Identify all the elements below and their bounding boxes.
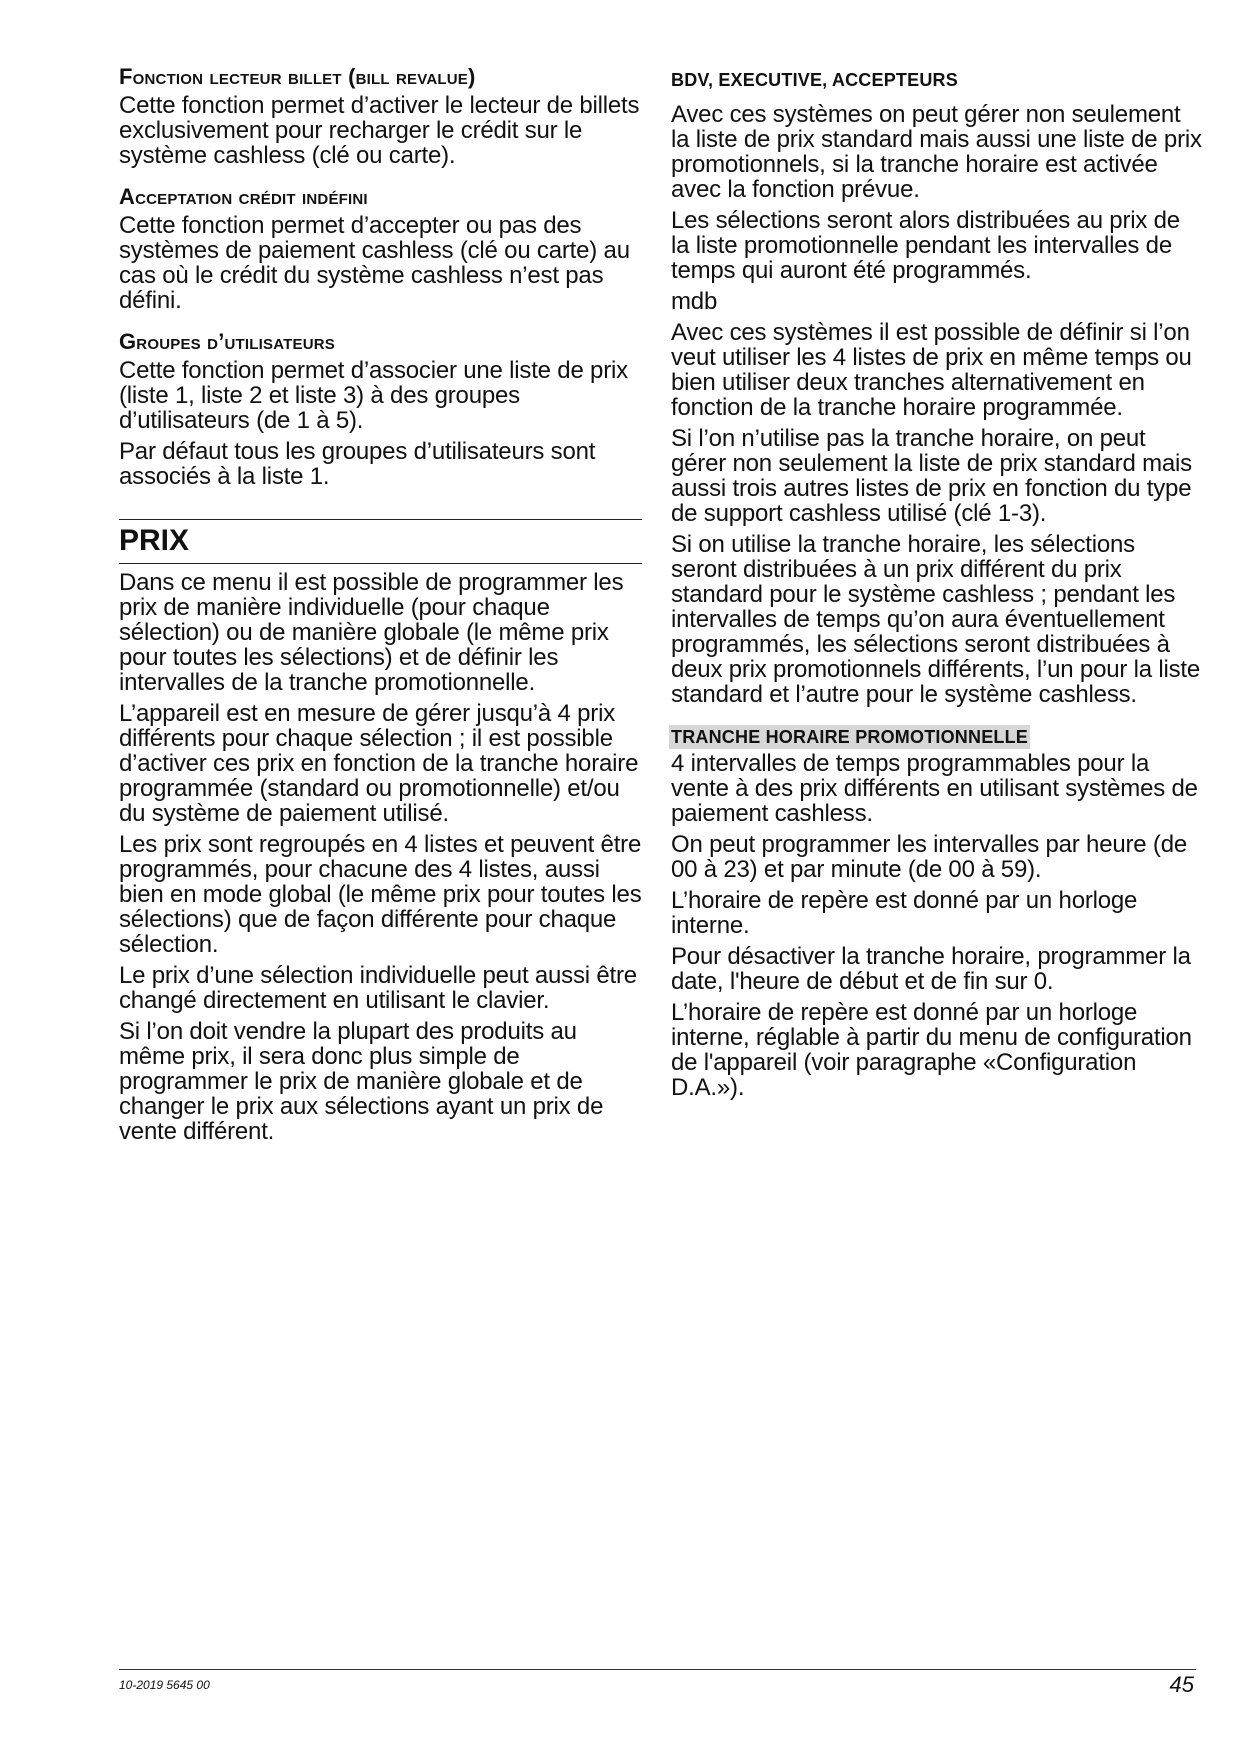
paragraph: Pour désactiver la tranche horaire, programmer la date, l'heure de début et de fin sur 0. <box>671 943 1191 995</box>
paragraph: Les sélections seront alors distribuées au prix de la liste promotionnelle pendant les intervalles de temps qui auront été programmés. <box>671 207 1180 284</box>
paragraph: L’horaire de repère est donné par un horloge interne. <box>671 887 1138 939</box>
paragraph: Avec ces systèmes on peut gérer non seulement la liste de prix standard mais aussi une liste de prix promotionnels, si la tranche horaire est activée avec la fonction prévue. <box>671 101 1202 203</box>
paragraph: Cette fonction permet d’associer une liste de prix (liste 1, liste 2 et liste 3) à des groupes d’utilisateurs (de 1 à 5). <box>119 357 628 434</box>
paragraph: On peut programmer les intervalles par heure (de 00 à 23) et par minute (de 00 à 59). <box>671 831 1187 883</box>
paragraph: Cette fonction permet d’accepter ou pas des systèmes de paiement cashless (clé ou carte) au cas où le crédit du système cashless n’est pas défini. <box>119 212 630 314</box>
paragraph: Par défaut tous les groupes d’utilisateurs sont associés à la liste 1. <box>119 438 596 490</box>
section-heading-bdv: BDV, EXECUTIVE, ACCEPTEURS <box>671 70 958 90</box>
footer-divider <box>119 1669 1196 1670</box>
chapter-title-prix: PRIX <box>119 524 190 557</box>
highlighted-heading-text: TRANCHE HORAIRE PROMOTIONNELLE <box>671 727 1028 747</box>
paragraph: Dans ce menu il est possible de programmer les prix de manière individuelle (pour chaque sélection) ou de manière globale (le même prix pour toutes les sélections) et de définir les intervalles de la tranche promotionnelle. <box>119 569 624 696</box>
paragraph: Si on utilise la tranche horaire, les sélections seront distribuées à un prix différent du prix standard pour le système cashless ; pendant les intervalles de temps qu’on aura éventuellement programmés, les sélections seront distribuées à deux prix promotionnels différents, l’un pour la liste standard et l’autre pour le système cashless. <box>671 531 1201 708</box>
section-heading-groupes: Groupes d’utilisateurs <box>119 329 335 354</box>
paragraph: Avec ces systèmes il est possible de définir si l’on veut utiliser les 4 listes de prix en même temps ou bien utiliser deux tranches alternativement en fonction de la tranche horaire programmée. <box>671 319 1192 421</box>
section-heading-tranche-horaire <box>671 725 1204 749</box>
section-heading-credit-indefini: Acceptation crédit indéfini <box>119 184 368 209</box>
paragraph: Si l’on doit vendre la plupart des produits au même prix, il sera donc plus simple de programmer le prix de manière globale et de changer le prix aux sélections ayant un prix de vente différent. <box>119 1018 604 1145</box>
right-column <box>671 64 1204 1106</box>
page-number: 45 <box>1169 1672 1194 1697</box>
section-heading-bill-revalue: Fonction lecteur billet (bill revalue) <box>119 64 476 89</box>
paragraph: L’horaire de repère est donné par un horloge interne, réglable à partir du menu de configuration de l'appareil (voir paragraphe «Configuration D.A.»). <box>671 999 1192 1101</box>
paragraph: Le prix d’une sélection individuelle peut aussi être changé directement en utilisant le clavier. <box>119 962 637 1014</box>
left-column <box>119 64 642 1150</box>
subheading-mdb: mdb <box>671 288 718 315</box>
paragraph: L’appareil est en mesure de gérer jusqu’à 4 prix différents pour chaque sélection ; il est possible d’activer ces prix en fonction de la tranche horaire programmée (standard ou promotionnelle) et/ou du système de paiement utilisé. <box>119 700 639 827</box>
document-code: 10-2019 5645 00 <box>119 1678 210 1692</box>
prix-heading-block <box>119 519 642 564</box>
paragraph: Les prix sont regroupés en 4 listes et peuvent être programmés, pour chacune des 4 listes, aussi bien en mode global (le même prix pour toutes les sélections) que de façon différente pour chaque sélection. <box>119 831 642 958</box>
paragraph: Cette fonction permet d’activer le lecteur de billets exclusivement pour recharger le crédit sur le système cashless (clé ou carte). <box>119 92 640 169</box>
paragraph: 4 intervalles de temps programmables pour la vente à des prix différents en utilisant systèmes de paiement cashless. <box>671 750 1198 827</box>
paragraph: Si l’on n’utilise pas la tranche horaire, on peut gérer non seulement la liste de prix standard mais aussi trois autres listes de prix en fonction du type de support cashless utilisé (clé 1-3). <box>671 425 1192 527</box>
